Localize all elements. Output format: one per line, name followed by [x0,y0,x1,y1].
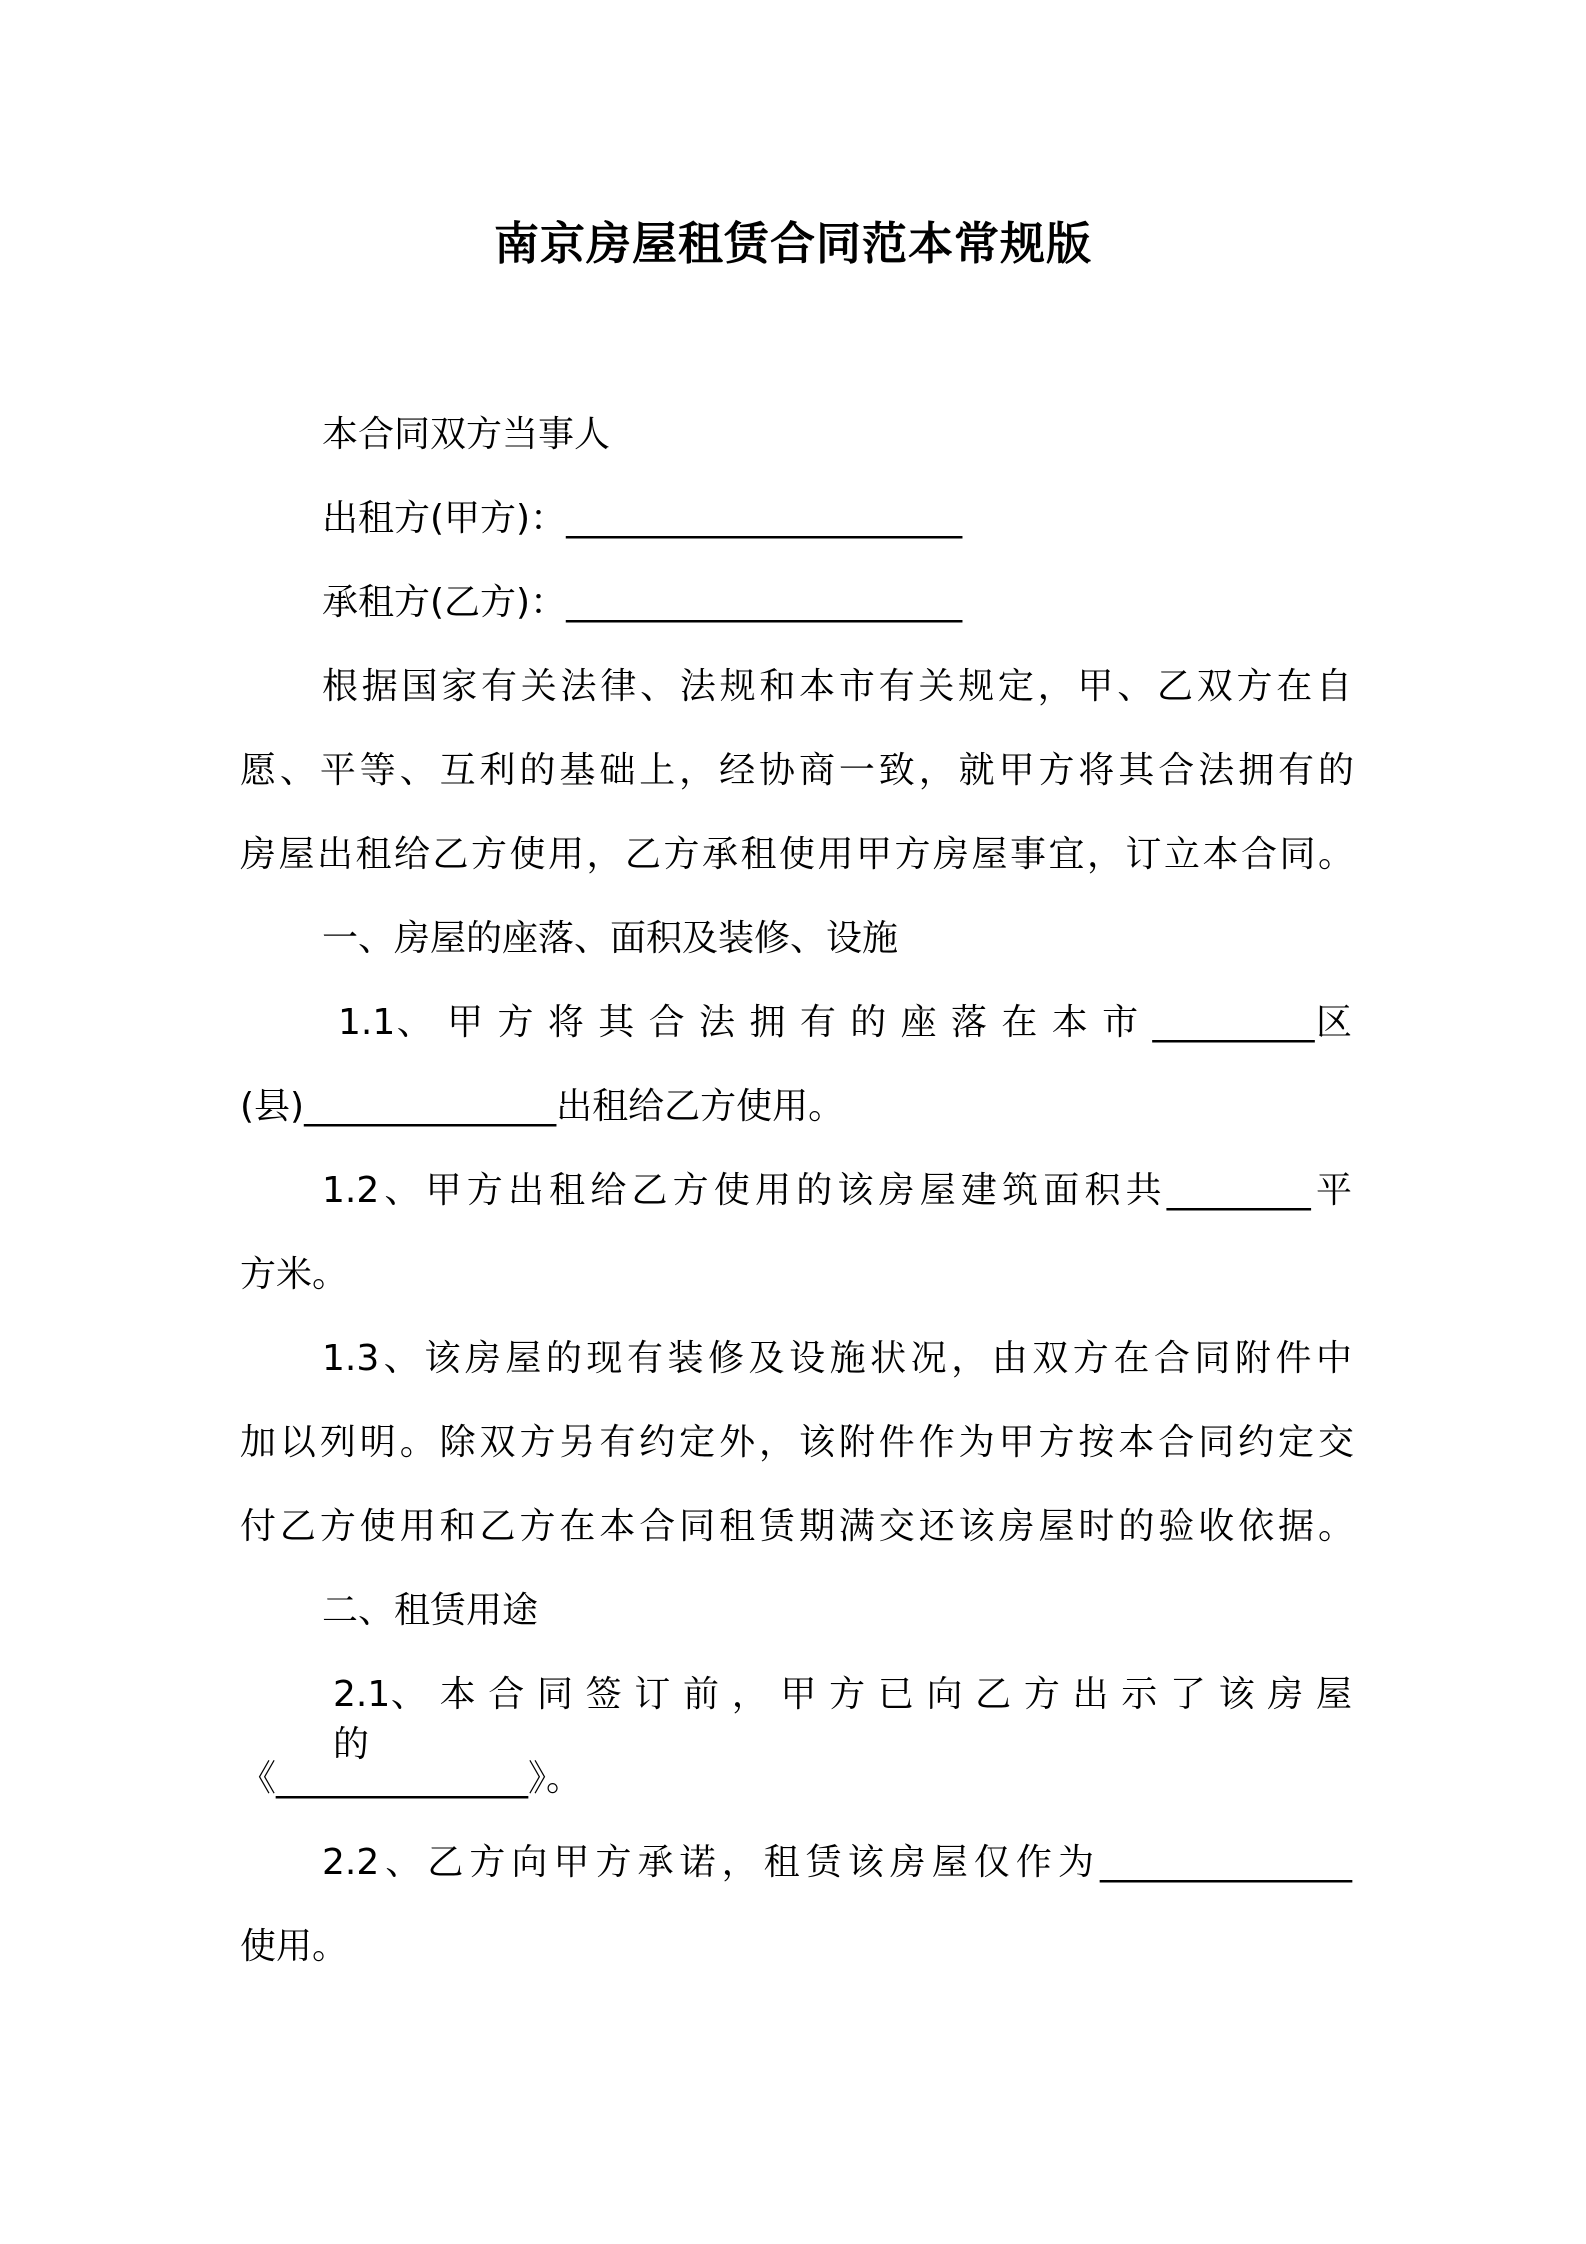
clause-1-3-line-3: 付乙方使用和乙方在本合同租赁期满交还该房屋时的验收依据。 [240,1506,1354,1547]
clause-1-3-line-1: 1.3、该房屋的现有装修及设施状况，由双方在合同附件中 [322,1338,1352,1379]
preamble-line-2: 愿、平等、互利的基础上，经协商一致，就甲方将其合法拥有的 [240,750,1354,791]
preamble-line-1: 根据国家有关法律、法规和本市有关规定，甲、乙双方在自 [322,666,1352,707]
clause-1-1-line-2: (县)______________出租给乙方使用。 [240,1086,845,1127]
lessee-line: 承租方(乙方)：______________________ [322,582,963,623]
clause-1-1-line-1: 1.1、 甲 方 将 其 合 法 拥 有 的 座 落 在 本 市 _________区 [338,1002,1352,1043]
clause-2-1-line-1: 2.1、 本 合 同 签 订 前 ， 甲 方 已 向 乙 方 出 示 了 该 房 屋 的 [333,1674,1352,1765]
document-title: 南京房屋租赁合同范本常规版 [493,217,1092,270]
preamble-line-3: 房屋出租给乙方使用，乙方承租使用甲方房屋事宜，订立本合同。 [240,834,1354,875]
parties-heading: 本合同双方当事人 [322,414,611,455]
clause-1-2-line-1: 1.2、甲方出租给乙方使用的该房屋建筑面积共________平 [322,1170,1352,1211]
clause-1-3-line-2: 加以列明。除双方另有约定外，该附件作为甲方按本合同约定交 [240,1422,1354,1463]
clause-2-1-line-2: 《______________》。 [240,1758,583,1799]
section-1-heading: 一、房屋的座落、面积及装修、设施 [322,918,899,959]
section-2-heading: 二、租赁用途 [322,1590,539,1631]
clause-1-2-line-2: 方米。 [240,1254,349,1295]
clause-2-2-line-1: 2.2、乙方向甲方承诺，租赁该房屋仅作为______________ [322,1842,1352,1883]
lessor-line: 出租方(甲方)：______________________ [322,498,963,539]
clause-2-2-line-2: 使用。 [240,1926,349,1967]
